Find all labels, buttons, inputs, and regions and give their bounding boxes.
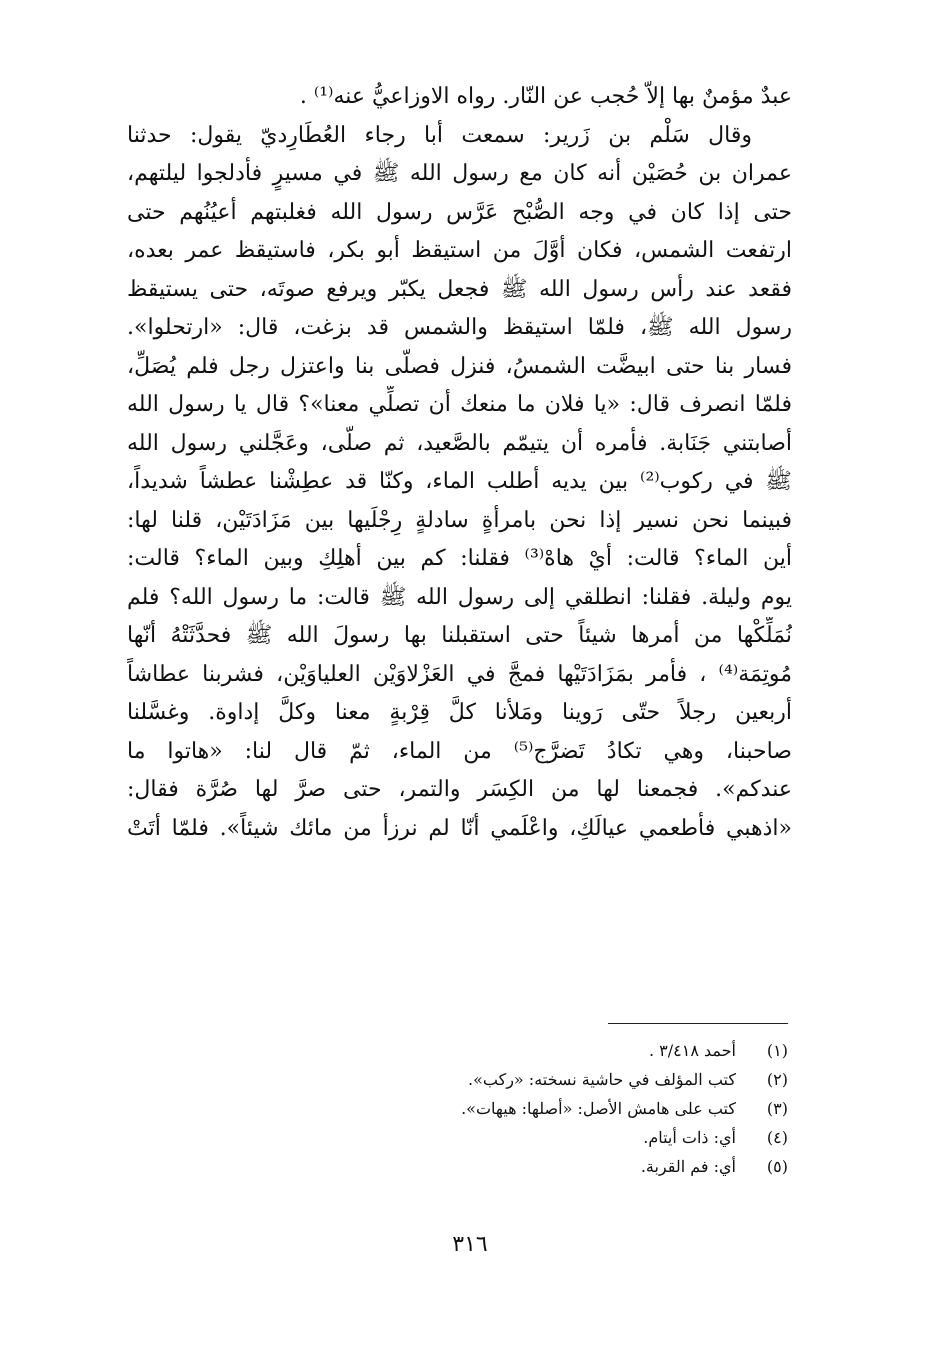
main-text [127,78,792,848]
page-number: ٣١٦ [452,1232,488,1257]
text-line: رسول الله ﷺ، فلمّا استيقظ والشمس قد بزغت، قال: «ارتحلوا». [127,315,792,340]
footnote-number: (١) [766,1041,788,1060]
footnote-item [288,1123,788,1152]
footnote-item [288,1065,788,1094]
footnote-number: (٣) [766,1099,788,1118]
text-line: «اذهبي فأطعمي عيالَكِ، واعْلَمي أنّا لم نرزأ من مائك شيئاً». فلمّا أتَتْ [127,815,792,841]
footnotes [288,1036,788,1181]
text-line: أربعين رجلاً حتّى رَوينا ومَلأنا كلَّ قِرْبةٍ معنا وكلَّ إداوة. وغسَّلنا [127,700,792,725]
text-line: أين الماء؟ قالت: أيْ هاهْ⁽³⁾ فقلنا: كم بين أهلِكِ وبين الماء؟ قالت: [127,546,792,571]
footnote-text: أي: فم القربة. [640,1157,736,1176]
footnote-text: كتب على هامش الأصل: «أصلها: هيهات». [461,1099,736,1118]
footnote-number: (٤) [766,1128,788,1147]
text-line: عندكم». فجمعنا لها من الكِسَر والتمر، حتى صرَّ لها صُرَّة فقال: [127,777,792,802]
footnote-number: (٢) [766,1070,788,1089]
text-line: فسار بنا حتى ابيضَّت الشمسُ، فنزل فصلّى بنا واعتزل رجل فلم يُصَلِّ، [127,353,792,379]
text-line: فقعد عند رأس رسول الله ﷺ فجعل يكبّر ويرفع صوتَه، حتى يستيقظ [127,276,792,302]
text-line: فلمّا انصرف قال: «يا فلان ما منعك أن تصلِّي معنا»؟ قال يا رسول الله [127,392,792,417]
text-line: حتى إذا كان في وجه الصُّبْح عَرَّس رسول الله فغلبتهم أعيُنُهم حتى [127,199,792,225]
text-line: فبينما نحن نسير إذا نحن بامرأةٍ سادلةٍ رِجْلَيها بين مَزَادَتَيْن، قلنا لها: [127,507,792,533]
text-line: وقال سَلْم بن زَرير: سمعت أبا رجاء العُطَارِديّ يقول: حدثنا [127,122,752,148]
text-line: أصابتني جَنَابة. فأمره أن يتيمّم بالصَّعيد، ثم صلّى، وعَجَّلني رسول الله [127,430,792,456]
text-line: يوم وليلة. فقلنا: انطلقي إلى رسول الله ﷺ قالت: ما رسول الله؟ فلم [127,584,792,610]
footnote-text: كتب المؤلف في حاشية نسخته: «ركب». [468,1070,736,1089]
footnote-item [288,1094,788,1123]
footnote-item [288,1152,788,1181]
text-line: صاحبنا، وهي تكادُ تَضرَّج⁽⁵⁾ من الماء، ثمّ قال لنا: «هاتوا ما [127,738,792,764]
text-line: ارتفعت الشمس، فكان أوَّلَ من استيقظ أبو بكر، فاستيقظ عمر بعده، [127,238,792,263]
text-line: نُمَلِّكْها من أمرها شيئاً حتى استقبلنا بها رسولَ الله ﷺ فحدَّثَتْهُ أنّها [127,623,792,648]
text-line: عمران بن حُصَيْن أنه كان مع رسول الله ﷺ في مسيرٍ فأدلجوا ليلتهم، [127,161,792,186]
footnote-text: أحمد ٣/٤١٨ . [648,1041,736,1060]
text-line: مُوتِمَة⁽⁴⁾ ، فأمر بمَزَادَتَيْها فمجَّ في العَزْلاوَيْن العلياوَيْن، فشربنا عطاشاً [127,661,792,687]
text-line: عبدٌ مؤمنٌ بها إلاّ حُجب عن النّار. رواه الاوزاعيُّ عنه⁽¹⁾ . [299,84,792,109]
footnote-divider [608,1023,788,1024]
text-line: ﷺ في ركوب⁽²⁾ بين يديه أطلب الماء، وكنّا قد عطِشْنا عطشاً شديداً، [127,469,792,494]
footnote-item [288,1036,788,1065]
footnote-number: (٥) [766,1157,788,1176]
footnote-text: أي: ذات أيتام. [643,1128,736,1147]
